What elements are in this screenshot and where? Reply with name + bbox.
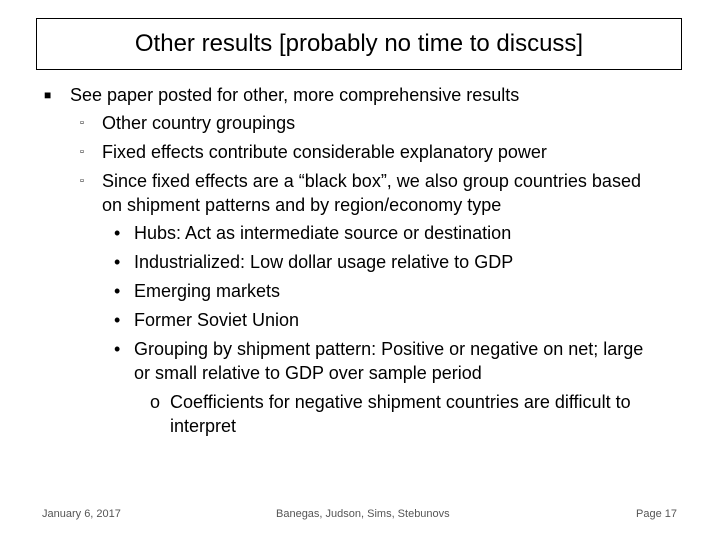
hollow-square-bullet-icon: ▫ <box>80 175 84 187</box>
bullet-level1: See paper posted for other, more comprehensive results <box>70 85 520 105</box>
bullet-level3: Industrialized: Low dollar usage relative to GDP <box>134 252 514 272</box>
footer-page-number: Page 17 <box>636 508 677 520</box>
footer-authors: Banegas, Judson, Sims, Stebunovs <box>276 508 450 520</box>
bullet-level3: Emerging markets <box>134 281 281 301</box>
circle-bullet-marker: o <box>150 392 161 412</box>
bullet-level2-continued: on shipment patterns and by region/economy type <box>102 195 502 215</box>
dot-bullet-icon: • <box>114 252 121 272</box>
dot-bullet-icon: • <box>114 310 121 330</box>
bullet-level3: Hubs: Act as intermediate source or destination <box>134 223 512 243</box>
bullet-level2: Since fixed effects are a “black box”, we also group countries based <box>102 171 641 191</box>
hollow-square-bullet-icon: ▫ <box>80 117 84 129</box>
dot-bullet-icon: • <box>114 281 121 301</box>
footer-date: January 6, 2017 <box>42 508 121 520</box>
bullet-level3: Former Soviet Union <box>134 310 300 330</box>
slide-title: Other results [probably no time to discuss] <box>134 30 584 57</box>
hollow-square-bullet-icon: ▫ <box>80 146 84 158</box>
dot-bullet-icon: • <box>114 339 121 359</box>
title-box <box>36 18 682 70</box>
bullet-level2: Other country groupings <box>102 113 296 133</box>
square-bullet-icon: ■ <box>44 88 52 102</box>
bullet-level4: Coefficients for negative shipment countries are difficult to <box>170 392 631 412</box>
bullet-level3: Grouping by shipment pattern: Positive or negative on net; large <box>134 339 644 359</box>
dot-bullet-icon: • <box>114 223 121 243</box>
bullet-level2: Fixed effects contribute considerable explanatory power <box>102 142 547 162</box>
bullet-level4-continued: interpret <box>170 416 237 436</box>
bullet-level3-continued: or small relative to GDP over sample period <box>134 363 482 383</box>
